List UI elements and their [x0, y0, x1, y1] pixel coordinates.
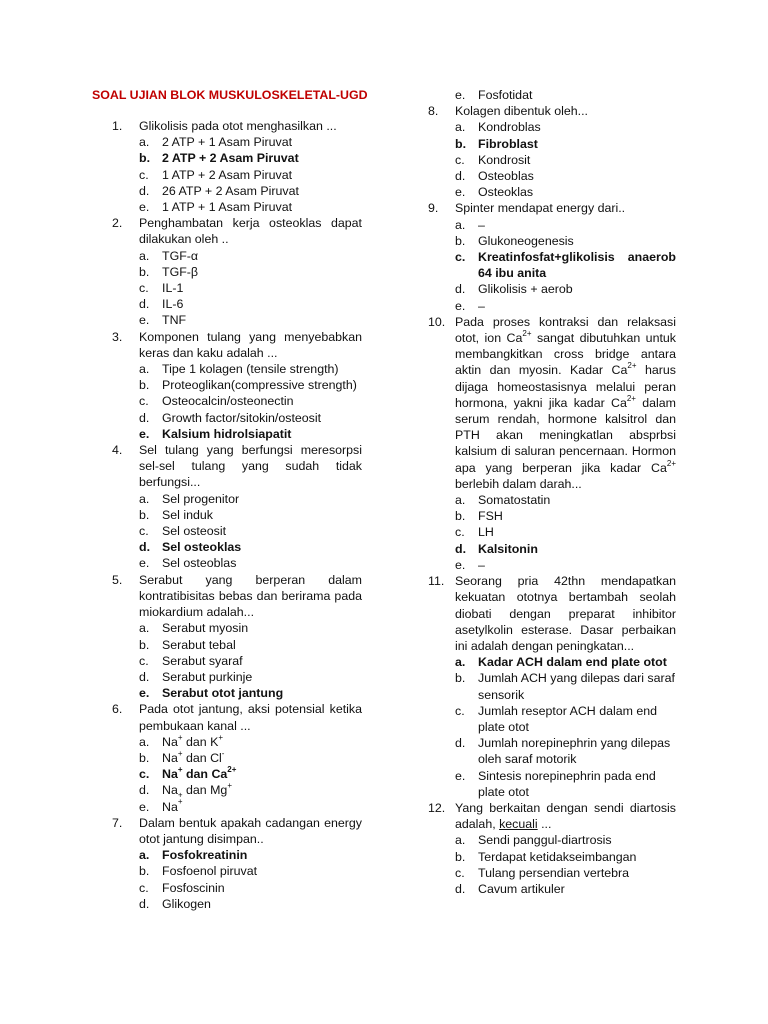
- option-text: Glikogen: [162, 896, 211, 911]
- option-letter: a.: [455, 833, 466, 848]
- option-text: $Na_+$ dan Mg+: [162, 781, 232, 800]
- option-letter: a.: [455, 217, 466, 232]
- option-text: Fosfoscinin: [162, 880, 225, 895]
- option-text: Sintesis norepinephrin pada end plate otot: [478, 768, 656, 799]
- option-text: Tipe 1 kolagen (tensile strength): [162, 362, 339, 377]
- option-text: Serabut purkinje: [162, 669, 253, 684]
- option-letter: a.: [139, 362, 150, 377]
- option-letter: e.: [455, 557, 466, 572]
- option-text: TGF-β: [162, 264, 199, 279]
- option-text: Proteoglikan(compressive strength): [162, 378, 357, 393]
- question-number: 3.: [112, 329, 123, 344]
- option-text: TNF: [162, 313, 187, 328]
- option-letter: a.: [455, 493, 466, 508]
- option-text: Sel induk: [162, 507, 213, 522]
- option-letter: e.: [139, 686, 150, 701]
- question-text: Dalam bentuk apakah cadangan energy otot jantung disimpan..: [139, 815, 362, 846]
- option-letter: d.: [455, 881, 466, 896]
- option-text: Sel progenitor: [162, 491, 240, 506]
- question-10: [428, 314, 676, 573]
- question-text: Penghambatan kerja osteoklas dapat dilakukan oleh ..: [139, 216, 362, 247]
- question-8: [428, 103, 676, 200]
- right-column: [428, 87, 676, 897]
- question-text: Yang berkaitan dengan sendi diartosis adalah, kecuali ...: [455, 800, 676, 832]
- option-letter: e.: [139, 426, 150, 441]
- option-text: Kalsium hidrolsiapatit: [162, 426, 292, 441]
- option-text: –: [478, 557, 485, 572]
- option-text: Osteoblas: [478, 169, 534, 184]
- option-letter: a.: [139, 248, 150, 263]
- option-letter: a.: [139, 848, 150, 863]
- option-text: Na+ dan Cl-: [162, 748, 225, 765]
- option-text: Sel osteosit: [162, 524, 227, 539]
- option-text: Jumlah norepinephrin yang dilepas oleh saraf motorik: [478, 736, 671, 767]
- option-letter: b.: [139, 378, 150, 393]
- option-letter: b.: [139, 151, 151, 166]
- question-number: 7.: [112, 815, 123, 830]
- question-11: [428, 573, 676, 800]
- question-text: Pada otot jantung, aksi potensial ketika pembukaan kanal ...: [139, 702, 362, 733]
- left-column: [112, 118, 362, 912]
- option-letter: d.: [139, 540, 151, 555]
- question-2: [112, 215, 362, 328]
- question-5: [112, 572, 362, 702]
- option-text: Serabut myosin: [162, 621, 249, 636]
- option-letter: e.: [455, 185, 466, 200]
- option-letter: d.: [455, 736, 466, 751]
- option-letter: a.: [455, 120, 466, 135]
- question-text: Komponen tulang yang menyebabkan keras dan kaku adalah ...: [139, 329, 362, 360]
- option-text: LH: [478, 525, 494, 540]
- option-letter: b.: [139, 864, 150, 879]
- option-letter: b.: [455, 509, 466, 524]
- option-letter: a.: [455, 655, 466, 670]
- option-text: Cavum artikuler: [478, 881, 565, 896]
- option-text: Sel osteoblas: [162, 556, 237, 571]
- question-4: [112, 442, 362, 572]
- option-text: Osteocalcin/osteonectin: [162, 394, 294, 409]
- question-number: 1.: [112, 119, 123, 133]
- question-7: [112, 815, 362, 912]
- option-letter: e.: [139, 313, 150, 328]
- option-text: Fibroblast: [478, 136, 538, 151]
- option-letter: b.: [455, 849, 466, 864]
- option-text: IL-6: [162, 297, 184, 312]
- option-letter: b.: [455, 136, 467, 151]
- option-letter: d.: [139, 410, 150, 425]
- question-text: Kolagen dibentuk oleh...: [455, 104, 588, 119]
- option-text: Jumlah ACH yang dilepas dari saraf sensorik: [478, 671, 675, 702]
- option-letter: d.: [455, 282, 466, 297]
- question-3: [112, 329, 362, 442]
- question-9: [428, 200, 676, 313]
- option-letter: b.: [139, 637, 150, 652]
- option-letter: c.: [455, 152, 465, 167]
- option-text: Glukoneogenesis: [478, 233, 574, 248]
- option-letter: e.: [455, 88, 466, 102]
- option-text: –: [478, 298, 485, 313]
- option-text: Glikolisis + aerob: [478, 282, 573, 297]
- option-letter: b.: [139, 264, 150, 279]
- option-letter: c.: [139, 524, 149, 539]
- question-text: Pada proses kontraksi dan relaksasi otot, ion $Ca^{2+}$ sangat dibutuhkan untuk membangkitkan cross bridge antara aktin dan myosin. Kadar $Ca^{2+}$ harus dijaga homeostasisnya melalui peran hormona, yakni jika kadar $Ca^{2+}$ dalam serum rendah, hormone kalsitrol dan PTH akan meningkatlan absprbsi kalsium di saluran pencernaan. Hormon apa yang berperan jika kadar $Ca^{2+}$ berlebih dalam darah...: [455, 314, 676, 491]
- option-letter: c.: [139, 167, 149, 182]
- question-text: Spinter mendapat energy dari..: [455, 201, 626, 216]
- question-number: 4.: [112, 443, 123, 458]
- option-text: Kalsitonin: [478, 541, 538, 556]
- option-text: Fosfotidat: [478, 88, 533, 102]
- option-letter: a.: [139, 621, 150, 636]
- option-letter: b.: [139, 507, 150, 522]
- option-text: Somatostatin: [478, 493, 551, 508]
- question-text: Serabut yang berperan dalam kontratibisitas bebas dan berirama pada miokardium adalah...: [139, 572, 362, 620]
- option-letter: c.: [455, 703, 465, 718]
- option-letter: c.: [455, 865, 465, 880]
- option-text: Jumlah reseptor ACH dalam end plate otot: [478, 703, 658, 734]
- option-text: 26 ATP + 2 Asam Piruvat: [162, 183, 299, 198]
- option-letter: a.: [139, 135, 150, 150]
- option-text: Fosfokreatinin: [162, 848, 248, 863]
- option-text: Serabut otot jantung: [162, 686, 284, 701]
- option-letter: b.: [455, 671, 466, 686]
- option-letter: a.: [139, 491, 150, 506]
- question-12: [428, 800, 676, 897]
- document-title: SOAL UJIAN BLOK MUSKULOSKELETAL-UGD: [92, 88, 368, 102]
- option-letter: d.: [139, 669, 150, 684]
- option-letter: d.: [139, 297, 150, 312]
- question-text: Glikolisis pada otot menghasilkan ...: [139, 119, 337, 133]
- question-number: 10.: [428, 314, 446, 329]
- option-letter: c.: [139, 880, 149, 895]
- option-letter: d.: [139, 896, 150, 911]
- option-text: Serabut syaraf: [162, 653, 243, 668]
- option-letter: b.: [455, 233, 466, 248]
- option-text: Kondroblas: [478, 120, 541, 135]
- option-text: Na+ dan $Ca^{2+}$: [162, 765, 237, 782]
- question-number: 12.: [428, 800, 446, 815]
- question-number: 5.: [112, 572, 123, 587]
- option-letter: a.: [139, 734, 150, 749]
- option-text: Kadar ACH dalam end plate otot: [478, 655, 667, 670]
- option-letter: c.: [139, 653, 149, 668]
- question-number: 6.: [112, 702, 123, 717]
- option-text: Na+ dan K+: [162, 732, 224, 749]
- option-text: 1 ATP + 1 Asam Piruvat: [162, 200, 293, 215]
- question-1: [112, 118, 362, 215]
- option-text: 1 ATP + 2 Asam Piruvat: [162, 167, 293, 182]
- option-text: Kondrosit: [478, 152, 531, 167]
- option-letter: e.: [139, 200, 150, 215]
- option-letter: e.: [455, 768, 466, 783]
- question-6: [112, 701, 362, 814]
- option-letter: b.: [139, 750, 150, 765]
- question-text: Sel tulang yang berfungsi meresorpsi sel-sel tulang yang sudah tidak berfungsi...: [139, 443, 362, 490]
- option-text: 2 ATP + 2 Asam Piruvat: [162, 151, 299, 166]
- question-number: 2.: [112, 216, 123, 231]
- option-text-continued: 64 ibu anita: [478, 266, 547, 281]
- option-letter: c.: [139, 394, 149, 409]
- option-text: Na+: [162, 797, 183, 814]
- option-text: FSH: [478, 509, 503, 524]
- option-letter: d.: [455, 541, 467, 556]
- option-letter: e.: [455, 298, 466, 313]
- option-letter: e.: [139, 799, 150, 814]
- option-letter: c.: [455, 525, 465, 540]
- option-text: Osteoklas: [478, 185, 534, 200]
- question-number: 9.: [428, 201, 439, 216]
- option-letter: d.: [139, 783, 150, 798]
- question-7-continued: [428, 87, 676, 103]
- option-text: IL-1: [162, 281, 184, 296]
- option-text: Sel osteoklas: [162, 540, 242, 555]
- option-letter: e.: [139, 556, 150, 571]
- option-letter: c.: [455, 250, 466, 265]
- question-number: 11.: [428, 574, 445, 589]
- option-letter: c.: [139, 281, 149, 296]
- option-letter: c.: [139, 767, 150, 782]
- option-text: Kreatinfosfat+glikolisis anaerob: [478, 250, 676, 265]
- question-number: 8.: [428, 104, 439, 119]
- option-text: 2 ATP + 1 Asam Piruvat: [162, 135, 293, 150]
- option-text: Serabut tebal: [162, 637, 236, 652]
- option-text: Fosfoenol piruvat: [162, 864, 258, 879]
- option-text: –: [478, 217, 485, 232]
- option-text: Terdapat ketidakseimbangan: [478, 849, 637, 864]
- option-text: TGF-α: [162, 248, 199, 263]
- question-text: Seorang pria 42thn mendapatkan kekuatan ototnya bertambah seolah diobati dengan preparat inhibitor asetylkolin esterase. Dasar perbaikan ini adalah dengan peningkatan...: [455, 574, 676, 653]
- option-letter: d.: [455, 169, 466, 184]
- option-text: Tulang persendian vertebra: [478, 865, 630, 880]
- option-text: Sendi panggul-diartrosis: [478, 833, 612, 848]
- option-letter: d.: [139, 183, 150, 198]
- option-text: Growth factor/sitokin/osteosit: [162, 410, 322, 425]
- kecuali-emphasis: kecuali: [499, 817, 538, 832]
